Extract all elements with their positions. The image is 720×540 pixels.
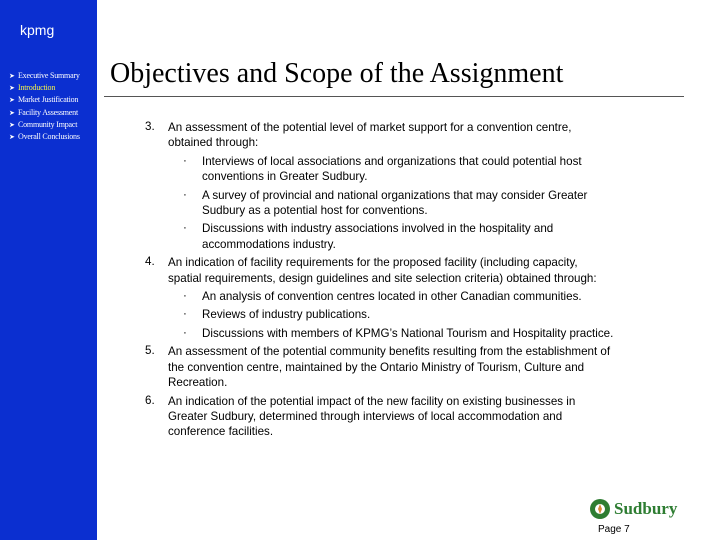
sidebar-item-label: Executive Summary [18,71,80,80]
sidebar-item-executive-summary[interactable] [9,70,80,82]
bullet-text: Sudbury as a potential host for conventions. [202,204,428,218]
item-text: An assessment of the potential level of market support for a convention centre, [168,121,572,134]
bullet-text: Interviews of local associations and organizations that could potential host [202,154,582,168]
bullet-icon: · [183,221,187,235]
sidebar-item-introduction[interactable] [9,82,80,94]
item-text: Recreation. [168,376,228,390]
sidebar-item-market-justification[interactable] [9,94,80,106]
page-number: Page 7 [598,524,630,535]
item-text: An indication of facility requirements for the proposed facility (including capacity, [168,256,578,270]
sub-bullet [168,188,690,219]
list-item [145,255,690,341]
sidebar-item-label: Overall Conclusions [18,132,80,142]
page-title: Objectives and Scope of the Assignment [110,58,564,89]
list-item [145,344,690,390]
objectives-list [145,120,690,443]
bullet-icon: · [183,187,187,201]
item-text: the convention centre, maintained by the Ontario Ministry of Tourism, Culture and [168,360,585,374]
bullet-text: A survey of provincial and national organizations that may consider Greater [202,188,588,202]
sub-bullet [168,221,690,252]
sidebar-item-community-impact[interactable] [9,119,80,131]
arrow-icon: ➤ [9,133,15,142]
bullet-icon: · [183,307,187,321]
sudbury-wordmark: Sudbury [614,499,678,518]
sudbury-logo [589,498,677,520]
title-divider [104,96,684,97]
item-text: An indication of the potential impact of the new facility on existing businesses in [168,394,576,408]
list-item [145,394,690,440]
item-text: obtained through: [168,136,259,150]
bullet-text: accommodations industry. [202,237,336,251]
item-number: 5. [145,344,155,358]
sidebar [0,0,97,540]
arrow-icon: ➤ [9,120,15,129]
arrow-icon: ➤ [9,84,15,93]
sidebar-item-facility-assessment[interactable] [9,107,80,119]
bullet-icon: · [183,289,187,303]
sudbury-swirl-icon [589,498,611,520]
list-item [145,120,690,252]
sub-bullet [168,307,690,322]
item-text: Greater Sudbury, determined through interviews of local accommodation and [168,409,563,423]
sidebar-nav [9,70,80,143]
item-number: 6. [145,393,155,407]
arrow-icon: ➤ [9,96,15,105]
kpmg-logo: kpmg [20,22,55,38]
item-text: conference facilities. [168,425,274,439]
bullet-text: conventions in Greater Sudbury. [202,170,368,184]
arrow-icon: ➤ [9,108,15,117]
sidebar-item-label: Introduction [18,83,56,93]
bullet-text: An analysis of convention centres located in other Canadian communities. [202,290,582,304]
arrow-icon: ➤ [9,72,15,80]
sidebar-item-overall-conclusions[interactable] [9,131,80,143]
item-number: 3. [145,120,155,133]
item-text: spatial requirements, design guidelines and site selection criteria) obtained through: [168,271,597,285]
sub-bullet [168,326,690,341]
item-text: An assessment of the potential community benefits resulting from the establishment of [168,345,611,359]
sub-bullet [168,289,690,304]
sidebar-item-label: Facility Assessment [18,107,78,117]
item-number: 4. [145,255,155,269]
sidebar-item-label: Community Impact [18,119,78,129]
sub-bullet [168,154,690,185]
bullet-text: Discussions with members of KPMG’s National Tourism and Hospitality practice. [202,326,614,340]
bullet-icon: · [183,153,187,167]
sidebar-item-label: Market Justification [18,95,79,105]
bullet-icon: · [183,325,187,339]
bullet-text: Discussions with industry associations involved in the hospitality and [202,222,554,236]
bullet-text: Reviews of industry publications. [202,308,371,322]
